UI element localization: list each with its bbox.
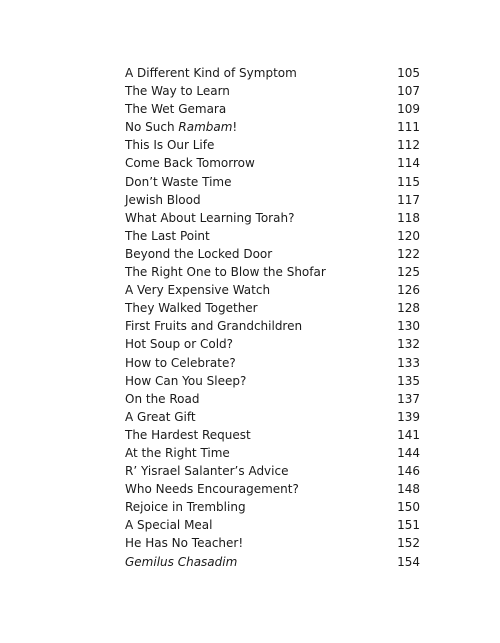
toc-entry-title: The Hardest Request: [125, 427, 251, 442]
toc-entry-title-end: !: [232, 120, 238, 135]
toc-entry: [125, 173, 420, 191]
toc-entry-page: 133: [397, 355, 420, 370]
toc-entry-page: 141: [397, 427, 420, 442]
toc-entry: [125, 390, 420, 408]
toc-entry-page: 126: [397, 283, 420, 298]
toc-entry: [125, 462, 420, 480]
toc-entry-page: 107: [397, 84, 420, 99]
toc-entry-title: He Has No Teacher!: [125, 536, 244, 551]
toc-entry: [125, 426, 420, 444]
toc-entry: [125, 64, 420, 82]
toc-entry-title: What About Learning Torah?: [125, 210, 295, 225]
toc-entry-title: A Special Meal: [125, 518, 213, 533]
toc-entry-title: The Wet Gemara: [125, 102, 227, 117]
toc-entry-page: 115: [397, 174, 420, 189]
toc-entry-page: 125: [397, 265, 420, 280]
toc-entry: [125, 534, 420, 552]
toc-entry-title: A Very Expensive Watch: [125, 283, 271, 298]
toc-entry-title: First Fruits and Grandchildren: [125, 319, 303, 334]
toc-entry-page: 150: [397, 500, 420, 515]
toc-entry-page: 117: [397, 192, 420, 207]
toc-entry-page: 146: [397, 464, 420, 479]
toc-entry: [125, 281, 420, 299]
toc-entry-title: This Is Our Life: [125, 138, 215, 153]
toc-entry: [125, 516, 420, 534]
toc-entry-page: 130: [397, 319, 420, 334]
toc-entry: [125, 245, 420, 263]
toc-entry-title: On the Road: [125, 391, 200, 406]
toc-entry-page: 137: [397, 391, 420, 406]
toc-entry-title: A Different Kind of Symptom: [125, 66, 297, 80]
toc-entry-title: Beyond the Locked Door: [125, 246, 273, 261]
toc-entry-page: 122: [397, 246, 420, 261]
toc-entry: [125, 191, 420, 209]
toc-entry-title: The Way to Learn: [125, 84, 230, 99]
toc-entry: [125, 263, 420, 281]
toc-entry-page: 154: [397, 554, 420, 569]
toc-entry-title: How Can You Sleep?: [125, 373, 247, 388]
toc-entry-title-start: No Such: [125, 120, 179, 135]
toc-entry: [125, 317, 420, 335]
toc-entry-page: 128: [397, 301, 420, 316]
toc-entry-page: 112: [397, 138, 420, 153]
toc-entry: [125, 118, 420, 136]
toc-entry-title: Hot Soup or Cold?: [125, 337, 234, 352]
toc-entry: [125, 82, 420, 100]
toc-entry-title: Gemilus Chasadim: [125, 554, 238, 569]
toc-entry-page: 151: [397, 518, 420, 533]
toc-entry-page: 139: [397, 409, 420, 424]
toc-entry: [125, 335, 420, 353]
toc-entry: [125, 227, 420, 245]
toc-entry: [125, 209, 420, 227]
toc-entry-page: 135: [397, 373, 420, 388]
toc-entry-title: Come Back Tomorrow: [125, 156, 255, 171]
toc-entry-title: They Walked Together: [125, 301, 258, 316]
toc-entry: [125, 480, 420, 498]
toc-entry: [125, 372, 420, 390]
toc-entry-title: How to Celebrate?: [125, 355, 236, 370]
toc-entry: [125, 154, 420, 172]
toc-entry: [125, 136, 420, 154]
toc-entry-page: 111: [397, 120, 420, 135]
toc-entry: [125, 100, 420, 118]
toc-entry: [125, 553, 420, 571]
toc-entry-page: 148: [397, 482, 420, 497]
toc-entry-page: 144: [397, 445, 420, 460]
toc-entry: [125, 299, 420, 317]
toc-entry-page: 114: [397, 156, 420, 171]
toc-entry-title: At the Right Time: [125, 445, 230, 460]
toc-entry-page: 118: [397, 210, 420, 225]
toc-entry-page: 152: [397, 536, 420, 551]
toc-entry-page: 105: [397, 66, 420, 80]
toc-entry-title: [125, 118, 237, 136]
toc-entry-title: Rejoice in Trembling: [125, 500, 246, 515]
table-of-contents: [125, 64, 420, 571]
toc-entry-title: Don’t Waste Time: [125, 174, 232, 189]
toc-entry-page: 120: [397, 228, 420, 243]
toc-entry-title: Jewish Blood: [125, 192, 201, 207]
toc-entry: [125, 354, 420, 372]
toc-entry-title: R’ Yisrael Salanter’s Advice: [125, 464, 289, 479]
toc-entry-page: 109: [397, 102, 420, 117]
toc-entry: [125, 444, 420, 462]
toc-entry-title: The Right One to Blow the Shofar: [125, 265, 326, 280]
toc-entry: [125, 498, 420, 516]
toc-entry-title-italic: Rambam: [178, 120, 233, 135]
toc-entry: [125, 408, 420, 426]
toc-entry-title: A Great Gift: [125, 409, 196, 424]
toc-entry-title: The Last Point: [125, 228, 210, 243]
toc-entry-page: 132: [397, 337, 420, 352]
toc-entry-title: Who Needs Encouragement?: [125, 482, 299, 497]
